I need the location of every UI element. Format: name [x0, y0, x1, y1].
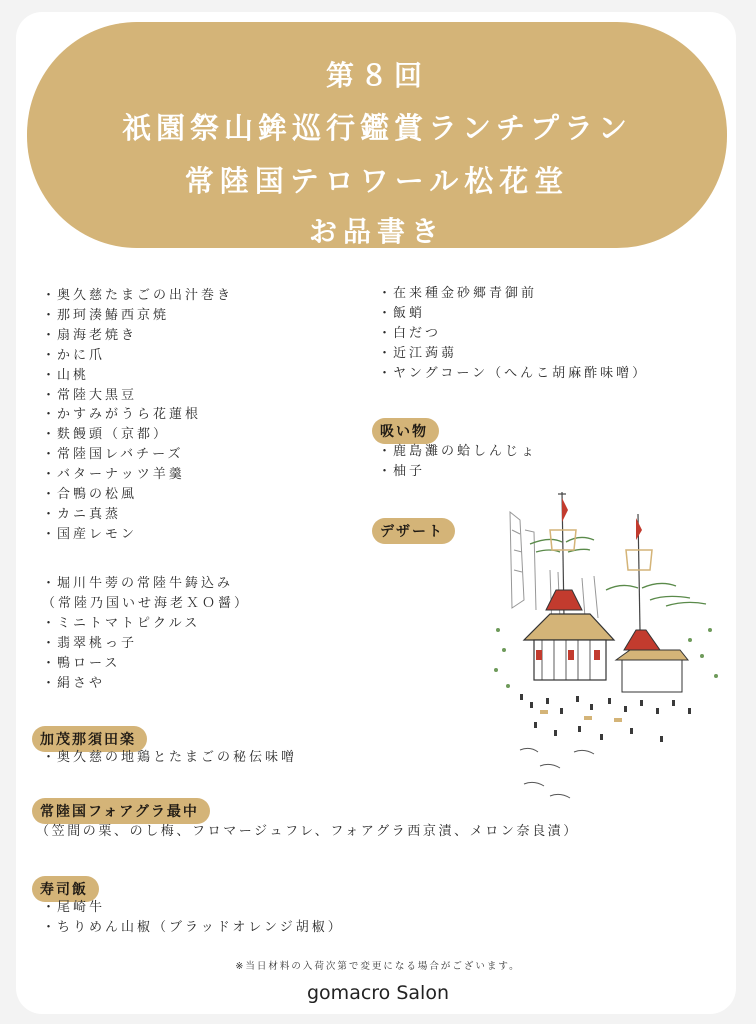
title-edition: 第８回 [325, 59, 428, 92]
menu-item: ・ 常陸大黒豆 [42, 386, 233, 406]
menu-item-note: （常陸乃国いせ海老ＸＯ醤） [42, 595, 251, 611]
menu-item: ・ 鹿島灘の蛤しんじょ [378, 442, 537, 462]
menu-item-note: （笠間の栗、のし梅、フロマージュフレ、フォアグラ西京漬、メロン奈良漬） [36, 824, 579, 839]
menu-item: ・ 近江蒟蒻 [378, 344, 648, 364]
suimono-list [378, 442, 537, 482]
menu-item: ・ 常陸国レバチーズ [42, 445, 233, 465]
menu-item: ・ 国産レモン [42, 525, 233, 545]
menu-item: ・ 絹さや [42, 674, 250, 694]
title-menu: お品書き [308, 215, 445, 248]
section-foie-label: 常陸国フォアグラ最中 [32, 798, 210, 824]
section-sushi-label: 寿司飯 [32, 876, 99, 902]
menu-item: ・ 鴨ロース [42, 654, 250, 674]
left-menu-list-1 [42, 286, 233, 545]
menu-item: ・ 合鴨の松風 [42, 485, 233, 505]
menu-item: ・ 尾崎牛 [42, 898, 344, 918]
section-suimono-label: 吸い物 [372, 418, 439, 444]
kamo-list [42, 748, 297, 768]
disclaimer-note: ※当日材料の入荷次第で変更になる場合がございます。 [235, 961, 521, 972]
menu-item: ・ 山桃 [42, 366, 233, 386]
gion-float-illustration [490, 490, 722, 805]
menu-item: ・ カニ真蒸 [42, 505, 233, 525]
menu-item: ・ 那珂湊鰆西京焼 [42, 306, 233, 326]
menu-item: ・ かすみがうら花蓮根 [42, 405, 233, 425]
menu-item: ・ 堀川牛蒡の常陸牛鋳込み [42, 574, 250, 594]
left-menu-list-2 [42, 574, 250, 693]
brand-logo-text: gomacro Salon [307, 982, 449, 1004]
section-dessert-label: デザート [372, 518, 455, 544]
title-banner [27, 22, 727, 248]
menu-item: ・ ヤングコーン（へんこ胡麻酢味噌） [378, 364, 648, 384]
menu-item: ・ 飯蛸 [378, 304, 648, 324]
menu-item: ・ 翡翠桃っ子 [42, 634, 250, 654]
menu-item: ・ 奥久慈たまごの出汁巻き [42, 286, 233, 306]
menu-item: ・ 扇海老焼き [42, 326, 233, 346]
menu-item: ・ バターナッツ羊羹 [42, 465, 233, 485]
title-event: 祇園祭山鉾巡行鑑賞ランチプラン [121, 111, 632, 145]
menu-item: ・ かに爪 [42, 346, 233, 366]
menu-item: ・ 白だつ [378, 324, 648, 344]
right-menu-list-1 [378, 284, 648, 384]
sushi-list [42, 898, 344, 938]
menu-item: ・ ミニトマトピクルス [42, 614, 250, 634]
foie-description [36, 822, 579, 842]
section-kamo-label: 加茂那須田楽 [32, 726, 147, 752]
menu-item: ・ 奥久慈の地鶏とたまごの秘伝味噌 [42, 748, 297, 768]
menu-item: ・ 在来種金砂郷青御前 [378, 284, 648, 304]
menu-item: ・ 柚子 [378, 462, 537, 482]
menu-item: ・ 麩饅頭（京都） [42, 425, 233, 445]
title-course: 常陸国テロワール松花堂 [184, 164, 570, 198]
menu-item: ・ ちりめん山椒（ブラッドオレンジ胡椒） [42, 918, 344, 938]
